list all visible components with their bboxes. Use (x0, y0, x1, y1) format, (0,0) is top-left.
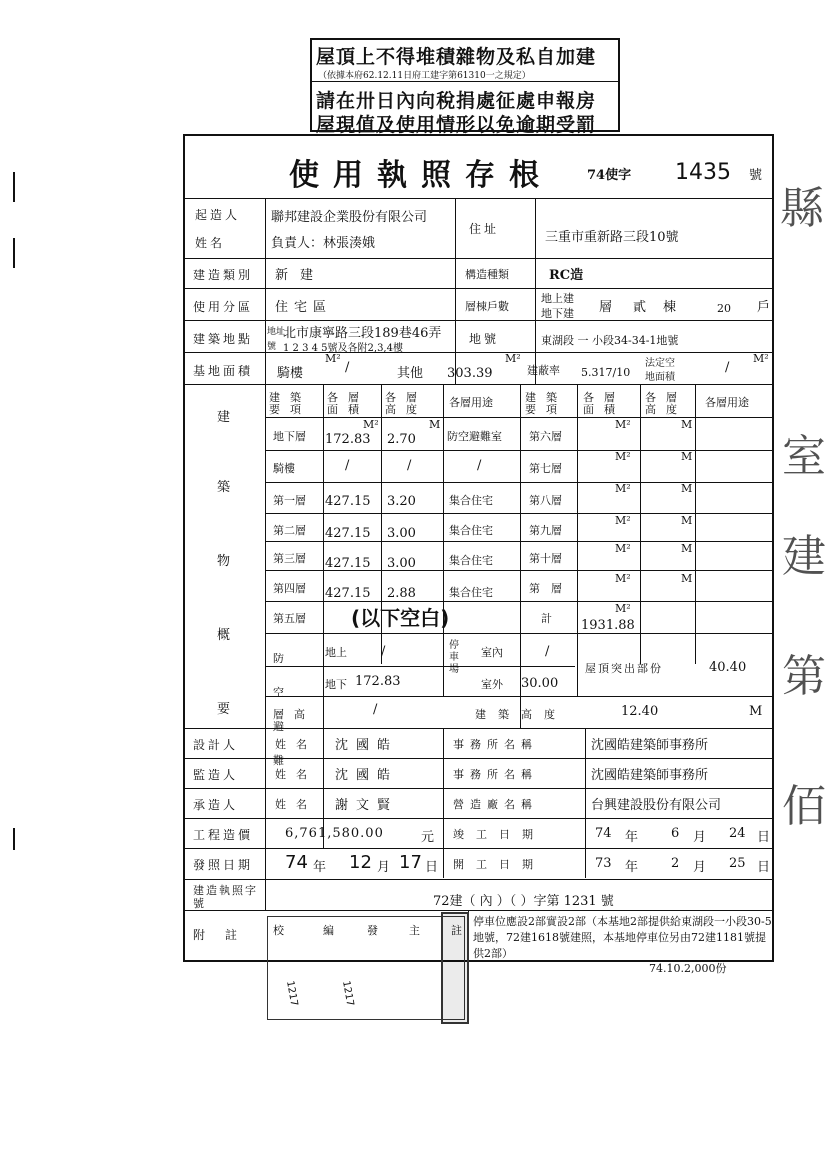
floor-area: 172.83 (325, 432, 371, 447)
zone-hu: 戶 (757, 300, 771, 315)
parking-indoor-value: / (545, 644, 550, 659)
permit-label: 建造執照字號 (193, 884, 258, 910)
floor-use: 集合住宅 (449, 494, 493, 507)
unit: M² (615, 418, 631, 431)
issue-year: 74 (285, 852, 308, 873)
legal-value: / (725, 360, 730, 375)
arcade-label: 騎樓 (277, 366, 304, 381)
section-char: 物 (217, 554, 231, 569)
supervisor-name: 沈國皓 (335, 768, 399, 783)
start-month-unit: 月 (693, 860, 707, 875)
contractor-label: 承造人 (193, 798, 239, 812)
arcade-unit: M² (325, 352, 341, 365)
unit: M² (615, 572, 631, 585)
other-unit: M² (505, 352, 521, 365)
floor-height-value: / (373, 702, 378, 717)
floor-use: 集合住宅 (449, 554, 493, 567)
page-title: 使用執照存根 (289, 158, 553, 193)
issue-month-unit: 月 (377, 860, 391, 875)
margin-mark (13, 238, 15, 268)
legal-label-2: 地面積 (645, 372, 675, 383)
notice-line2: （依據本府62.12.11日府工建字第61310一之規定） (318, 71, 531, 81)
unit: M² (615, 602, 631, 615)
designer-label: 設計人 (193, 738, 239, 752)
floor-name-right: 第九層 (529, 524, 562, 537)
section-char: 概 (217, 628, 231, 643)
floors-label: 層棟戶數 (465, 300, 509, 313)
parking-label: 停車場 (449, 640, 459, 675)
margin-char: 第 (782, 651, 826, 702)
floor-height: / (407, 458, 412, 473)
done-year-unit: 年 (625, 830, 639, 845)
unit: M (681, 450, 693, 463)
permit-text: 72建（ 內 ）（ ）字第 1231 號 (433, 894, 614, 909)
permit-suffix: 號 (749, 168, 763, 183)
done-month-unit: 月 (693, 830, 707, 845)
unit: M (681, 514, 693, 527)
floor-area: / (345, 458, 350, 473)
remarks-note: 停車位應設2部實設2部（本基地2部提供給東湖段一小段30-5地號，72建1618號建照，本基地停車位另由72建1181號提供2部） (473, 915, 772, 960)
bcr-value: 5.317/10 (581, 366, 631, 379)
arcade-value: / (345, 360, 350, 375)
unit: M (681, 418, 693, 431)
floor-name-right: 第十層 (529, 552, 562, 565)
shelter-above-label: 地上 (325, 646, 347, 659)
unit: M (681, 572, 693, 585)
unit: M² (615, 514, 631, 527)
stamp-text: 編 (323, 924, 334, 937)
type-label: 建造類別 (193, 268, 254, 282)
other-label: 其他 (397, 366, 424, 381)
margin-char: 縣 (780, 183, 824, 234)
floor-height: 3.00 (387, 526, 416, 541)
floor-name: 第四層 (273, 582, 306, 595)
cost-value: 6,761,580.00 (285, 826, 384, 841)
contractor-name: 謝文賢 (335, 798, 399, 813)
start-month: 2 (671, 856, 680, 871)
issue-year-unit: 年 (313, 860, 327, 875)
start-day: 25 (729, 856, 746, 871)
designer-name: 沈國皓 (335, 738, 399, 753)
floor-name-right: 第八層 (529, 494, 562, 507)
margin-mark (13, 172, 15, 202)
unit: M² (615, 450, 631, 463)
zone-above: 地上建 (541, 292, 574, 305)
start-day-unit: 日 (757, 860, 771, 875)
owner-address: 三重市重新路三段10號 (545, 230, 679, 245)
floor-height: 2.70 (387, 432, 416, 447)
bcr-label: 建蔽率 (527, 364, 560, 377)
stamp-text: 發 (367, 924, 378, 937)
parking-outdoor-label: 室外 (481, 678, 503, 691)
floor-name-right: 第六層 (529, 430, 562, 443)
unit: M² (615, 542, 631, 555)
roof-value: 40.40 (709, 660, 747, 675)
zone-bldg2: 棟 (663, 300, 677, 315)
header-use: 各層用途 (449, 396, 493, 409)
owner-company: 聯邦建設企業股份有限公司 (271, 210, 428, 225)
floor-use: / (477, 458, 482, 473)
shelter-below-value: 172.83 (355, 674, 401, 689)
owner-name-label: 姓名 (195, 236, 226, 250)
cost-label: 工程造價 (193, 828, 254, 842)
zone-bldg: 貳 (633, 300, 647, 315)
floor-name: 第一層 (273, 494, 306, 507)
zone-value: 住宅區 (275, 300, 333, 315)
floor-name-right: 第 層 (529, 582, 562, 595)
zone-below: 地下建 (541, 307, 574, 320)
stamp-text: 1217 (284, 980, 300, 1007)
seal-stamp (441, 912, 469, 1024)
zone-floor: 層 (599, 300, 613, 315)
header-area-right: 各層面積 (583, 391, 625, 416)
done-year: 74 (595, 826, 612, 841)
stamp-text: 主 (409, 924, 420, 937)
site-no-label: 號 (267, 342, 277, 352)
permit-number: 1435 (675, 160, 731, 185)
floor-name: 地下層 (273, 430, 306, 443)
height-value: 12.40 (621, 704, 659, 719)
supervisor-name-label: 姓名 (275, 768, 317, 781)
contractor-company: 台興建設股份有限公司 (591, 798, 722, 813)
cost-unit: 元 (421, 830, 435, 845)
supervisor-label: 監造人 (193, 768, 239, 782)
stamp-text: 註 (451, 924, 462, 937)
roof-label: 屋頂突出部份 (585, 662, 663, 675)
floor-use: 防空避難室 (447, 430, 502, 443)
stamp-text: 1217 (340, 980, 356, 1007)
margin-char: 建 (782, 531, 826, 582)
start-year: 73 (595, 856, 612, 871)
remarks-label: 附註 (193, 928, 258, 942)
floor-height: 3.00 (387, 556, 416, 571)
structure-value: RC造 (549, 268, 584, 283)
owner-label: 起造人 (195, 208, 241, 222)
structure-label: 構造種類 (465, 268, 509, 281)
blank-note: (以下空白) (351, 606, 450, 630)
done-label: 竣工日期 (453, 828, 545, 841)
floor-name: 第五層 (273, 612, 306, 625)
height-label: 建築高度 (475, 708, 567, 721)
shelter-above-value: / (381, 644, 386, 659)
parking-indoor-label: 室內 (481, 646, 503, 659)
floor-area: 427.15 (325, 556, 371, 571)
notice-line3: 請在卅日內向稅捐處征處申報房 (316, 90, 597, 112)
unit: M (681, 482, 693, 495)
done-day: 24 (729, 826, 746, 841)
floor-area: 427.15 (325, 526, 371, 541)
owner-rep: 負責人：林張湊娥 (271, 236, 376, 251)
done-month: 6 (671, 826, 680, 841)
floor-height: 3.20 (387, 494, 416, 509)
margin-char: 室 (782, 431, 826, 482)
remarks-print: 74.10.2,000份 (649, 962, 727, 975)
floor-name: 騎樓 (273, 462, 295, 475)
unit: M (429, 418, 441, 431)
designer-name-label: 姓名 (275, 738, 317, 751)
contractor-company-label: 營造廠名稱 (453, 798, 538, 811)
floor-area: 427.15 (325, 586, 371, 601)
section-char: 建 (217, 410, 231, 425)
notice-line1: 屋頂上不得堆積雜物及私自加建 (316, 46, 597, 68)
section-char: 要 (217, 702, 231, 717)
done-day-unit: 日 (757, 830, 771, 845)
section-char: 築 (217, 480, 231, 495)
issue-label: 發照日期 (193, 858, 254, 872)
legal-unit: M² (753, 352, 769, 365)
header-part-right: 建築要項 (525, 391, 567, 416)
parking-outdoor-value: 30.00 (521, 676, 559, 691)
notice-line4: 屋現值及使用情形以免逾期受罰 (316, 114, 597, 136)
start-label: 開工日期 (453, 858, 545, 871)
floor-height-label: 層高 (273, 708, 315, 721)
zone-units: 20 (717, 302, 731, 315)
site-label: 建築地點 (193, 332, 254, 346)
type-value: 新建 (275, 268, 326, 283)
issue-day: 17 (399, 852, 422, 873)
header-height-right: 各層高度 (645, 391, 687, 416)
supervisor-office: 沈國皓建築師事務所 (591, 768, 709, 783)
shelter-below-label: 地下 (325, 678, 347, 691)
header-area: 各層面積 (327, 391, 369, 416)
site-addr: 北市康寧路三段189巷46弄 (283, 326, 442, 341)
permit-prefix: 74使字 (587, 168, 632, 183)
site-addr-label: 地址 (267, 327, 286, 337)
site-no: 1 2 3 4 5號及各附2,3,4樓 (283, 343, 403, 354)
notice-box (310, 38, 620, 136)
unit: M² (363, 418, 379, 431)
unit: M (681, 542, 693, 555)
floor-name: 第二層 (273, 524, 306, 537)
total-area: 1931.88 (581, 618, 635, 633)
other-value: 303.39 (447, 366, 493, 381)
floor-name: 第三層 (273, 552, 306, 565)
stamp-text: 校 (273, 924, 284, 937)
lot-label: 地號 (469, 332, 500, 346)
lot-value: 東湖段 一 小段34-34-1地號 (541, 334, 679, 347)
supervisor-office-label: 事務所名稱 (453, 768, 538, 781)
start-year-unit: 年 (625, 860, 639, 875)
unit: M² (615, 482, 631, 495)
header-part: 建築要項 (269, 391, 311, 416)
floor-area: 427.15 (325, 494, 371, 509)
floor-height: 2.88 (387, 586, 416, 601)
issue-day-unit: 日 (425, 860, 439, 875)
issue-month: 12 (349, 852, 372, 873)
margin-mark (13, 828, 15, 850)
address-label: 住址 (469, 222, 500, 236)
area-label: 基地面積 (193, 364, 254, 378)
height-unit: M (749, 704, 763, 719)
designer-office: 沈國皓建築師事務所 (591, 738, 709, 753)
margin-char: 佰 (782, 781, 826, 832)
floor-use: 集合住宅 (449, 524, 493, 537)
shelter-label: 防空避難 (273, 652, 298, 767)
floor-name-right: 計 (541, 612, 552, 625)
header-use-right: 各層用途 (705, 396, 749, 409)
contractor-name-label: 姓名 (275, 798, 317, 811)
legal-label: 法定空 (645, 358, 675, 369)
review-stamp (267, 916, 465, 1020)
floor-use: 集合住宅 (449, 586, 493, 599)
floor-name-right: 第七層 (529, 462, 562, 475)
header-height: 各層高度 (385, 391, 427, 416)
zone-label: 使用分區 (193, 300, 254, 314)
permit-form (183, 134, 774, 1007)
designer-office-label: 事務所名稱 (453, 738, 538, 751)
